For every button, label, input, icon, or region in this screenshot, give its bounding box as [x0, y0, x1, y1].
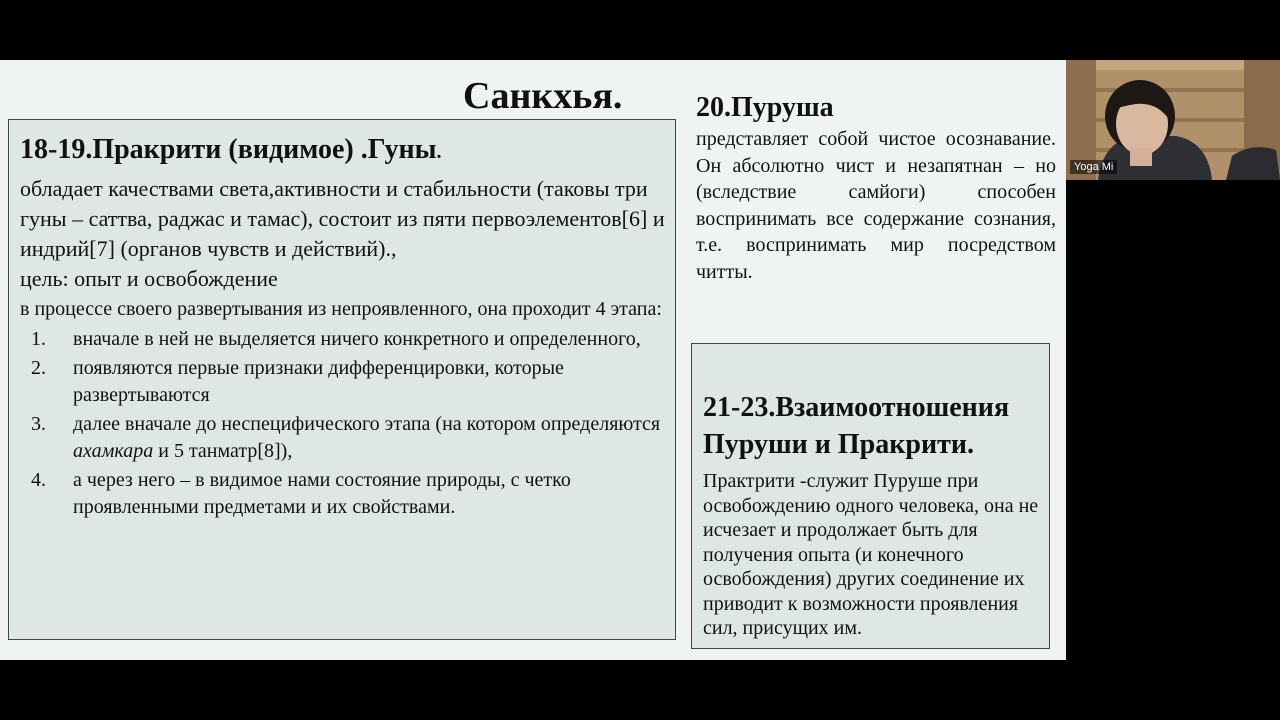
slide-title: Санкхья. [463, 75, 623, 117]
relation-text: Практрити -служит Пуруше при освобождению одного человека, она не исчезает и продолжает быть для получения опыта (и конечного освобождения) других соединение их приводит к возможности проявления сил, присущих им. [703, 470, 1039, 639]
relation-box [691, 343, 1050, 649]
list-item [20, 467, 675, 521]
list-item-text: вначале в ней не выделяется ничего конкретного и определенного, [73, 328, 641, 350]
relation-heading: 21-23.Взаимоотношения Пуруши и Пракрити. [703, 392, 1010, 460]
list-item-text: появляются первые признаки дифференцировки, которые развертываются [73, 357, 564, 406]
purusha-heading: 20.Пуруша [696, 92, 834, 123]
prakriti-stages-intro: в процессе своего развертывания из непроявленного, она проходит 4 этапа: [20, 298, 662, 320]
participant-video[interactable] [1066, 60, 1280, 180]
list-item-number: 4. [31, 469, 46, 491]
list-item [20, 326, 675, 353]
prakriti-heading [20, 134, 675, 166]
list-item-number: 1. [31, 328, 46, 350]
list-item-number: 2. [31, 357, 46, 379]
list-item [20, 355, 675, 409]
list-item [20, 411, 675, 465]
prakriti-description: обладает качествами света,активности и стабильности (таковы три гуны – саттва, раджас и тамас), состоит из пяти первоэлементов[6] и индрий[7] (органов чувств и действий)., [20, 176, 665, 261]
list-item-text-end: и 5 танматр[8]), [153, 440, 293, 462]
prakriti-heading-dot: . [436, 141, 442, 163]
prakriti-heading-text: 18-19.Пракрити (видимое) .Гуны [20, 134, 437, 165]
stages-list [20, 326, 675, 521]
list-item-number: 3. [31, 413, 46, 435]
list-item-text: далее вначале до неспецифического этапа (на котором определяются [73, 413, 661, 435]
purusha-section [696, 90, 1056, 285]
participant-name-tag: Yoga Mi [1070, 160, 1117, 174]
purusha-text: представляет собой чистое осознавание. Он абсолютно чист и незапятнан – но (вследствие самйоги) способен воспринимать все содержание сознания, т.е. воспринимать мир посредством читты. [696, 128, 1056, 283]
prakriti-goal: цель: опыт и освобождение [20, 266, 278, 291]
prakriti-box [8, 119, 676, 640]
presentation-slide [0, 60, 1066, 660]
list-item-text: а через него – в видимое нами состояние природы, с четко проявленными предметами и их свойствами. [73, 469, 571, 518]
list-item-italic: ахамкара [73, 440, 154, 462]
